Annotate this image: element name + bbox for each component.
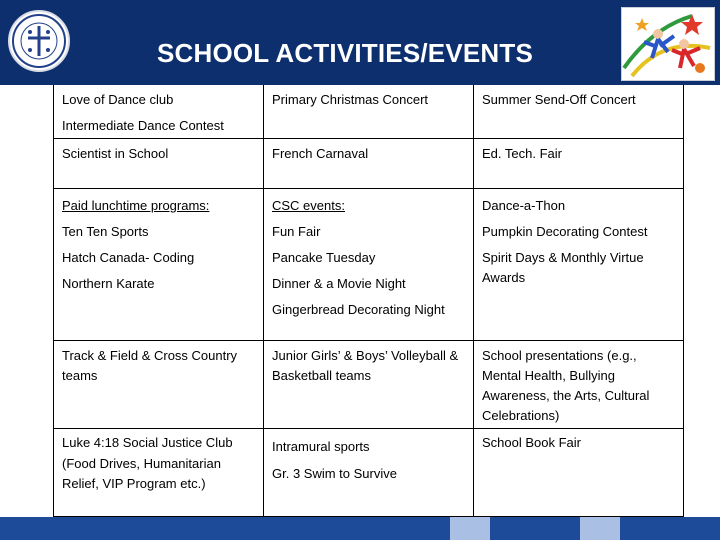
activities-clipart	[621, 7, 715, 81]
cell-text: Northern Karate	[62, 276, 155, 291]
table-cell	[54, 85, 264, 138]
table-cell	[474, 139, 683, 188]
table-cell	[474, 341, 683, 428]
page-title: SCHOOL ACTIVITIES/EVENTS	[156, 38, 534, 68]
table-row	[54, 429, 683, 517]
cell-text: Ed. Tech. Fair	[482, 146, 562, 161]
cell-text: School presentations (e.g., Mental Health, Bullying Awareness, the Arts, Cultural Celebrations)	[482, 348, 650, 423]
footer-segment	[620, 517, 720, 540]
cell-text: Dinner & a Movie Night	[272, 276, 406, 291]
cell-text: Gr. 3 Swim to Survive	[272, 466, 397, 481]
table-cell	[54, 429, 264, 517]
cell-text: Dance-a-Thon	[482, 198, 566, 213]
cell-text: Intermediate Dance Contest	[62, 118, 224, 133]
cell-text: French Carnaval	[272, 146, 369, 161]
footer-segment	[0, 517, 450, 540]
header-bar	[0, 0, 720, 85]
table-cell	[54, 189, 264, 340]
table-cell	[54, 341, 264, 428]
sports-figures-icon	[622, 8, 714, 80]
cell-text: Pancake Tuesday	[272, 250, 376, 265]
cell-text: Summer Send-Off Concert	[482, 92, 636, 107]
cell-text: Spirit Days & Monthly Virtue Awards	[482, 250, 644, 285]
cell-text: Hatch Canada- Coding	[62, 250, 195, 265]
table-cell	[264, 341, 474, 428]
table-row	[54, 189, 683, 341]
cell-text: Junior Girls’ & Boys’ Volleyball & Basketball teams	[272, 348, 459, 383]
table-cell	[264, 189, 474, 340]
cell-text: Pumpkin Decorating Contest	[482, 224, 648, 239]
footer-segment	[490, 517, 580, 540]
table-cell	[264, 85, 474, 138]
cell-text: School Book Fair	[482, 435, 581, 450]
table-row	[54, 341, 683, 429]
footer-segment	[580, 517, 620, 540]
cell-text: Luke 4:18 Social Justice Club (Food Drives, Humanitarian Relief, VIP Program etc.)	[62, 435, 233, 491]
footer-bar	[0, 517, 720, 540]
cell-text: Primary Christmas Concert	[272, 92, 429, 107]
cell-text: Ten Ten Sports	[62, 224, 149, 239]
cell-heading: CSC events:	[272, 198, 345, 213]
activities-table	[53, 85, 684, 517]
cell-text: Scientist in School	[62, 146, 169, 161]
table-row	[54, 139, 683, 189]
table-cell	[54, 139, 264, 188]
table-row	[54, 85, 683, 139]
cell-text: Intramural sports	[272, 439, 370, 454]
table-cell	[474, 189, 683, 340]
cell-text: Fun Fair	[272, 224, 321, 239]
cell-text: Gingerbread Decorating Night	[272, 302, 445, 317]
crest-icon	[10, 12, 68, 70]
table-cell	[264, 429, 474, 517]
school-crest-logo	[8, 10, 70, 72]
table-cell	[474, 429, 683, 517]
cell-text: Track & Field & Cross Country teams	[62, 348, 238, 383]
table-cell	[264, 139, 474, 188]
cell-heading: Paid lunchtime programs:	[62, 198, 210, 213]
cell-text: Love of Dance club	[62, 92, 174, 107]
footer-segment	[450, 517, 490, 540]
table-cell	[474, 85, 683, 138]
